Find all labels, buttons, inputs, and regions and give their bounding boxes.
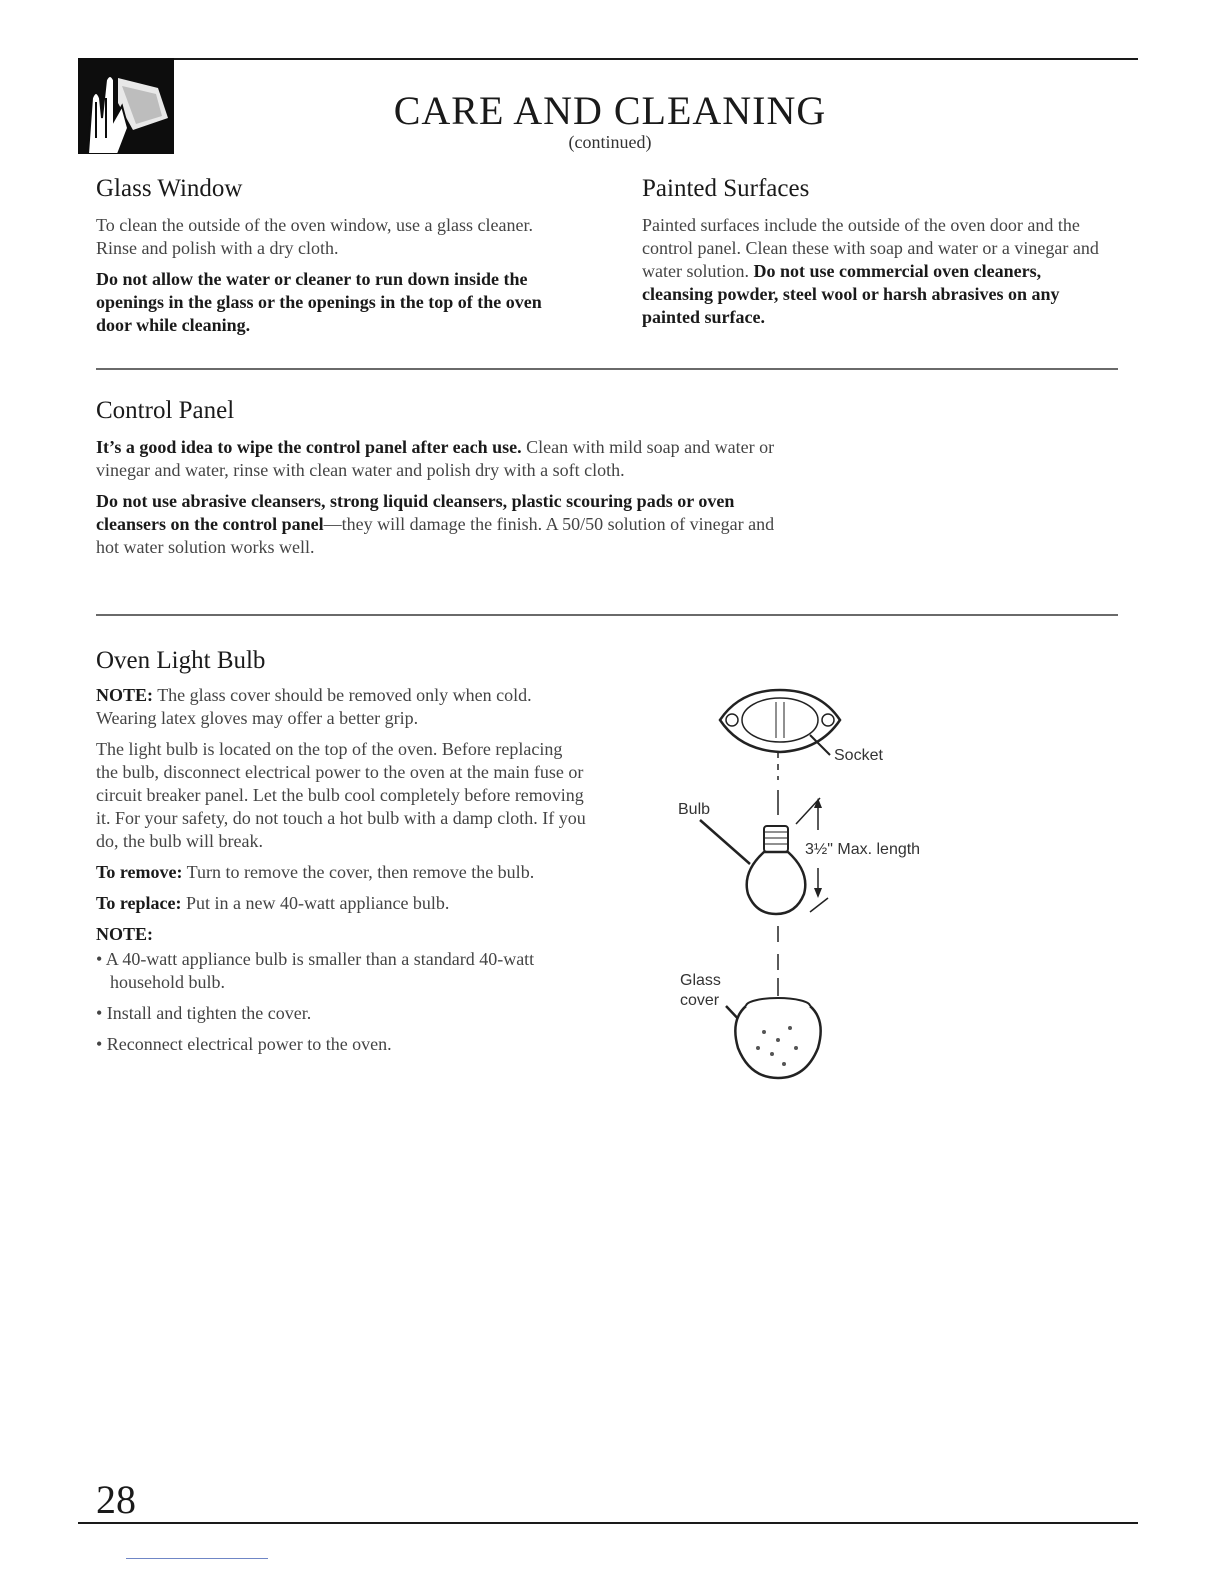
socket-label: Socket [834, 747, 883, 764]
control-panel-warning: Do not use abrasive cleansers, strong liquid cleansers, plastic scouring pads or oven cleansers on the control panel [96, 491, 735, 534]
cover-label: cover [680, 992, 720, 1009]
glass-window-heading: Glass Window [96, 175, 243, 202]
page-number: 28 [96, 1477, 136, 1522]
painted-surfaces-section [642, 174, 1112, 337]
glass-cover-illustration [735, 998, 820, 1078]
replace-text: Put in a new 40-watt appliance bulb. [181, 893, 450, 913]
oven-light-bulb-section [96, 646, 586, 1064]
bullet-item: • Reconnect electrical power to the oven. [96, 1034, 392, 1054]
hand-with-sponge-icon [78, 58, 174, 154]
note-text: The glass cover should be removed only when cold. Wearing latex gloves may offer a better grip. [96, 685, 532, 728]
glass-window-warning: Do not allow the water or cleaner to run down inside the openings in the glass or the openings in the top of the oven door while cleaning. [96, 269, 542, 335]
painted-surfaces-heading: Painted Surfaces [642, 175, 810, 202]
page-subtitle: (continued) [568, 132, 652, 152]
replace-label: To replace: [96, 893, 182, 913]
glass-label: Glass [680, 972, 721, 989]
section-divider [96, 614, 1118, 616]
glass-window-body: To clean the outside of the oven window, use a glass cleaner. Rinse and polish with a dry cloth. [96, 215, 533, 258]
control-panel-tip: It’s a good idea to wipe the control panel after each use. [96, 437, 522, 457]
light-bulb-illustration [747, 826, 806, 914]
bulb-label: Bulb [678, 801, 711, 818]
note2-label: NOTE: [96, 924, 154, 944]
bulb-leader-line [700, 820, 750, 864]
control-panel-section [96, 396, 786, 567]
max-length-label: 3½" Max. length [805, 841, 921, 858]
glass-window-section [96, 174, 566, 345]
remove-text: Turn to remove the cover, then remove the bulb. [182, 862, 535, 882]
top-rule [78, 58, 1138, 60]
oven-light-bulb-heading: Oven Light Bulb [96, 647, 266, 674]
bullet-item: • Install and tighten the cover. [96, 1003, 312, 1023]
control-panel-heading: Control Panel [96, 397, 235, 424]
bottom-accent-line [126, 1558, 268, 1559]
socket-illustration [720, 690, 840, 752]
control-panel-warning-rest: —they will damage the finish. A 50/50 solution of vinegar and hot water solution works well. [96, 514, 775, 557]
note-label: NOTE: [96, 685, 154, 705]
section-divider [96, 368, 1118, 370]
bulb-diagram [660, 680, 980, 1100]
page-title: CARE AND CLEANING [393, 88, 827, 133]
painted-surfaces-body: Painted surfaces include the outside of the oven door and the control panel. Clean these with soap and water or a vinegar and water solution. [642, 215, 1099, 281]
bullet-item: • A 40-watt appliance bulb is smaller than a standard 40-watt household bulb. [96, 949, 535, 992]
remove-label: To remove: [96, 862, 183, 882]
painted-surfaces-warning: Do not use commercial oven cleaners, cleansing powder, steel wool or harsh abrasives on any painted surface. [642, 261, 1060, 327]
bottom-rule [78, 1522, 1138, 1524]
control-panel-instructions: Clean with mild soap and water or vinegar and water, rinse with clean water and polish dry with a soft cloth. [96, 437, 775, 480]
bulb-location-text: The light bulb is located on the top of the oven. Before replacing the bulb, disconnect electrical power to the oven at the main fuse or circuit breaker panel. Let the bulb cool completely before removing it. For your safety, do not touch a hot bulb with a damp cloth. If you do, the bulb will break. [96, 739, 586, 851]
